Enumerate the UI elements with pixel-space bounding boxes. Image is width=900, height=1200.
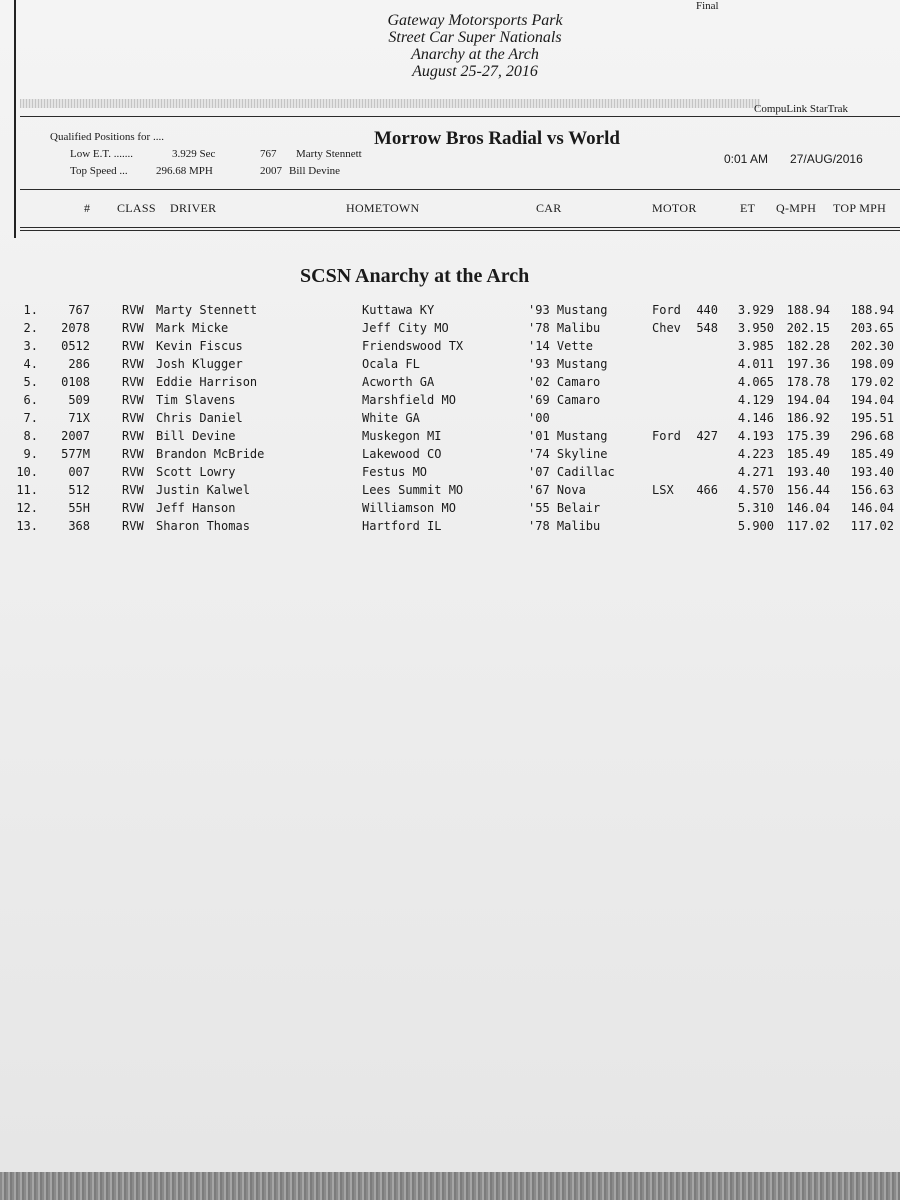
row-driver: Mark Micke xyxy=(156,321,229,335)
print-time: 0:01 AM xyxy=(724,152,769,166)
row-position: 5. xyxy=(23,375,38,389)
row-motor-size: 548 xyxy=(696,321,718,335)
row-topmph: 194.04 xyxy=(850,393,894,407)
row-position: 8. xyxy=(23,429,38,443)
row-class: RVW xyxy=(122,519,144,533)
row-et: 4.271 xyxy=(737,465,774,479)
row-position: 4. xyxy=(23,357,38,371)
scanner-edge-strip xyxy=(0,1172,900,1200)
col-et: ET xyxy=(740,201,756,215)
row-qmph: 202.15 xyxy=(786,321,830,335)
low-et-value: 3.929 Sec xyxy=(172,148,216,160)
top-speed-row xyxy=(70,165,400,179)
row-motor-make: Ford xyxy=(652,303,681,317)
row-et: 5.310 xyxy=(737,501,774,515)
header-rule-bottom-2 xyxy=(20,230,900,231)
row-topmph: 188.94 xyxy=(850,303,894,317)
event-venue: Gateway Motorsports Park xyxy=(387,12,563,29)
event-series: Street Car Super Nationals xyxy=(388,29,562,46)
low-et-car: 767 xyxy=(260,148,277,160)
row-car: '07 Cadillac xyxy=(528,465,615,479)
row-qmph: 186.92 xyxy=(786,411,830,425)
row-et: 3.929 xyxy=(737,303,774,317)
row-hometown: Friendswood TX xyxy=(362,339,464,353)
header-rule-mid xyxy=(20,189,900,190)
row-class: RVW xyxy=(122,303,144,317)
table-row xyxy=(0,393,900,411)
col-topmph: TOP MPH xyxy=(833,201,887,215)
col-driver: DRIVER xyxy=(170,201,217,215)
table-row xyxy=(0,483,900,501)
row-car: '78 Malibu xyxy=(528,519,601,533)
table-row xyxy=(0,465,900,483)
row-position: 6. xyxy=(23,393,38,407)
row-car-number: 286 xyxy=(68,357,90,371)
row-car-number: 767 xyxy=(68,303,90,317)
row-car: '02 Camaro xyxy=(528,375,601,389)
row-car-number: 509 xyxy=(68,393,90,407)
row-hometown: Jeff City MO xyxy=(362,321,449,335)
row-driver: Tim Slavens xyxy=(156,393,236,407)
row-motor-make: Chev xyxy=(652,321,681,335)
row-driver: Justin Kalwel xyxy=(156,483,250,497)
row-car-number: 2078 xyxy=(61,321,90,335)
row-qmph: 178.78 xyxy=(786,375,830,389)
row-qmph: 194.04 xyxy=(786,393,830,407)
row-driver: Eddie Harrison xyxy=(156,375,258,389)
row-hometown: Marshfield MO xyxy=(362,393,456,407)
dotted-band-divider xyxy=(20,99,760,108)
row-motor-size: 466 xyxy=(696,483,718,497)
row-class: RVW xyxy=(122,483,144,497)
software-brand: CompuLink StarTrak xyxy=(754,103,849,115)
col-num: # xyxy=(84,201,91,215)
print-date: 27/AUG/2016 xyxy=(790,152,863,166)
status-label: Final xyxy=(696,0,719,12)
row-qmph: 197.36 xyxy=(786,357,830,371)
low-et-row xyxy=(70,148,400,162)
class-title: Morrow Bros Radial vs World xyxy=(374,128,620,149)
row-motor-size: 427 xyxy=(696,429,718,443)
event-header xyxy=(330,12,620,80)
col-class: CLASS xyxy=(117,201,156,215)
row-driver: Josh Klugger xyxy=(156,357,243,371)
row-car: '00 xyxy=(528,411,550,425)
row-car-number: 368 xyxy=(68,519,90,533)
row-class: RVW xyxy=(122,321,144,335)
table-row xyxy=(0,447,900,465)
row-position: 9. xyxy=(23,447,38,461)
row-hometown: Acworth GA xyxy=(362,375,435,389)
table-row xyxy=(0,411,900,429)
row-class: RVW xyxy=(122,339,144,353)
table-row xyxy=(0,429,900,447)
row-position: 11. xyxy=(16,483,38,497)
low-et-label: Low E.T. ....... xyxy=(70,148,134,160)
row-car-number: 71X xyxy=(68,411,90,425)
row-hometown: White GA xyxy=(362,411,420,425)
row-class: RVW xyxy=(122,447,144,461)
row-position: 2. xyxy=(23,321,38,335)
row-et: 4.223 xyxy=(737,447,774,461)
row-car: '93 Mustang xyxy=(528,303,608,317)
col-motor: MOTOR xyxy=(652,201,697,215)
row-hometown: Hartford IL xyxy=(362,519,442,533)
row-driver: Kevin Fiscus xyxy=(156,339,243,353)
row-qmph: 175.39 xyxy=(786,429,830,443)
row-hometown: Kuttawa KY xyxy=(362,303,435,317)
row-et: 4.193 xyxy=(737,429,774,443)
top-speed-value: 296.68 MPH xyxy=(156,165,213,177)
col-hometown: HOMETOWN xyxy=(346,201,420,215)
row-qmph: 182.28 xyxy=(786,339,830,353)
col-qmph: Q-MPH xyxy=(776,201,817,215)
row-position: 10. xyxy=(16,465,38,479)
row-position: 7. xyxy=(23,411,38,425)
row-qmph: 156.44 xyxy=(786,483,830,497)
row-motor-make: Ford xyxy=(652,429,681,443)
row-qmph: 193.40 xyxy=(786,465,830,479)
row-driver: Marty Stennett xyxy=(156,303,258,317)
row-car-number: 55H xyxy=(68,501,90,515)
col-car: CAR xyxy=(536,201,562,215)
row-topmph: 193.40 xyxy=(850,465,894,479)
row-topmph: 156.63 xyxy=(850,483,894,497)
row-car-number: 0512 xyxy=(61,339,90,353)
row-car-number: 512 xyxy=(68,483,90,497)
row-qmph: 188.94 xyxy=(786,303,830,317)
table-row xyxy=(0,357,900,375)
row-topmph: 203.65 xyxy=(850,321,894,335)
row-et: 4.129 xyxy=(737,393,774,407)
row-hometown: Lakewood CO xyxy=(362,447,442,461)
row-topmph: 185.49 xyxy=(850,447,894,461)
top-speed-driver: Bill Devine xyxy=(289,165,341,177)
row-car: '14 Vette xyxy=(528,339,594,353)
row-position: 1. xyxy=(23,303,38,317)
table-row xyxy=(0,501,900,519)
row-topmph: 195.51 xyxy=(850,411,894,425)
qualified-label: Qualified Positions for .... xyxy=(50,131,164,143)
row-et: 4.570 xyxy=(737,483,774,497)
row-motor-make: LSX xyxy=(652,483,674,497)
row-car: '69 Camaro xyxy=(528,393,601,407)
row-car: '55 Belair xyxy=(528,501,601,515)
top-speed-label: Top Speed ... xyxy=(70,165,128,177)
row-driver: Bill Devine xyxy=(156,429,236,443)
row-driver: Chris Daniel xyxy=(156,411,243,425)
row-hometown: Muskegon MI xyxy=(362,429,442,443)
table-row xyxy=(0,519,900,537)
row-et: 5.900 xyxy=(737,519,774,533)
header-rule-bottom-1 xyxy=(20,227,900,228)
row-motor-size: 440 xyxy=(696,303,718,317)
row-topmph: 198.09 xyxy=(850,357,894,371)
row-hometown: Festus MO xyxy=(362,465,428,479)
row-et: 4.065 xyxy=(737,375,774,389)
row-topmph: 296.68 xyxy=(850,429,894,443)
row-class: RVW xyxy=(122,465,144,479)
row-car-number: 577M xyxy=(61,447,90,461)
row-topmph: 146.04 xyxy=(850,501,894,515)
row-qmph: 117.02 xyxy=(786,519,830,533)
row-car-number: 2007 xyxy=(61,429,90,443)
event-dates: August 25-27, 2016 xyxy=(412,63,538,80)
row-topmph: 202.30 xyxy=(850,339,894,353)
results-table xyxy=(0,303,900,537)
row-driver: Jeff Hanson xyxy=(156,501,236,515)
row-driver: Scott Lowry xyxy=(156,465,236,479)
row-car: '67 Nova xyxy=(528,483,586,497)
top-speed-car: 2007 xyxy=(260,165,282,177)
row-car: '93 Mustang xyxy=(528,357,608,371)
table-row xyxy=(0,303,900,321)
row-class: RVW xyxy=(122,501,144,515)
row-class: RVW xyxy=(122,429,144,443)
row-driver: Brandon McBride xyxy=(156,447,265,461)
table-row xyxy=(0,375,900,393)
row-class: RVW xyxy=(122,357,144,371)
row-et: 4.011 xyxy=(737,357,774,371)
section-title: SCSN Anarchy at the Arch xyxy=(300,265,530,287)
row-hometown: Ocala FL xyxy=(362,357,420,371)
row-car-number: 007 xyxy=(68,465,90,479)
row-hometown: Williamson MO xyxy=(362,501,456,515)
print-timestamp xyxy=(724,152,885,166)
table-row xyxy=(0,321,900,339)
low-et-driver: Marty Stennett xyxy=(296,148,362,160)
row-car: '78 Malibu xyxy=(528,321,601,335)
row-class: RVW xyxy=(122,375,144,389)
row-class: RVW xyxy=(122,411,144,425)
row-car-number: 0108 xyxy=(61,375,90,389)
row-position: 3. xyxy=(23,339,38,353)
row-car: '74 Skyline xyxy=(528,447,608,461)
row-driver: Sharon Thomas xyxy=(156,519,250,533)
header-rule-top xyxy=(20,116,900,117)
row-class: RVW xyxy=(122,393,144,407)
table-row xyxy=(0,339,900,357)
row-et: 3.950 xyxy=(737,321,774,335)
event-name: Anarchy at the Arch xyxy=(411,46,539,63)
row-hometown: Lees Summit MO xyxy=(362,483,464,497)
row-topmph: 117.02 xyxy=(850,519,894,533)
row-position: 13. xyxy=(16,519,38,533)
row-qmph: 146.04 xyxy=(786,501,830,515)
row-car: '01 Mustang xyxy=(528,429,608,443)
row-position: 12. xyxy=(16,501,38,515)
row-et: 3.985 xyxy=(737,339,774,353)
row-topmph: 179.02 xyxy=(850,375,894,389)
page-edge-line xyxy=(14,0,16,238)
row-qmph: 185.49 xyxy=(786,447,830,461)
row-et: 4.146 xyxy=(737,411,774,425)
